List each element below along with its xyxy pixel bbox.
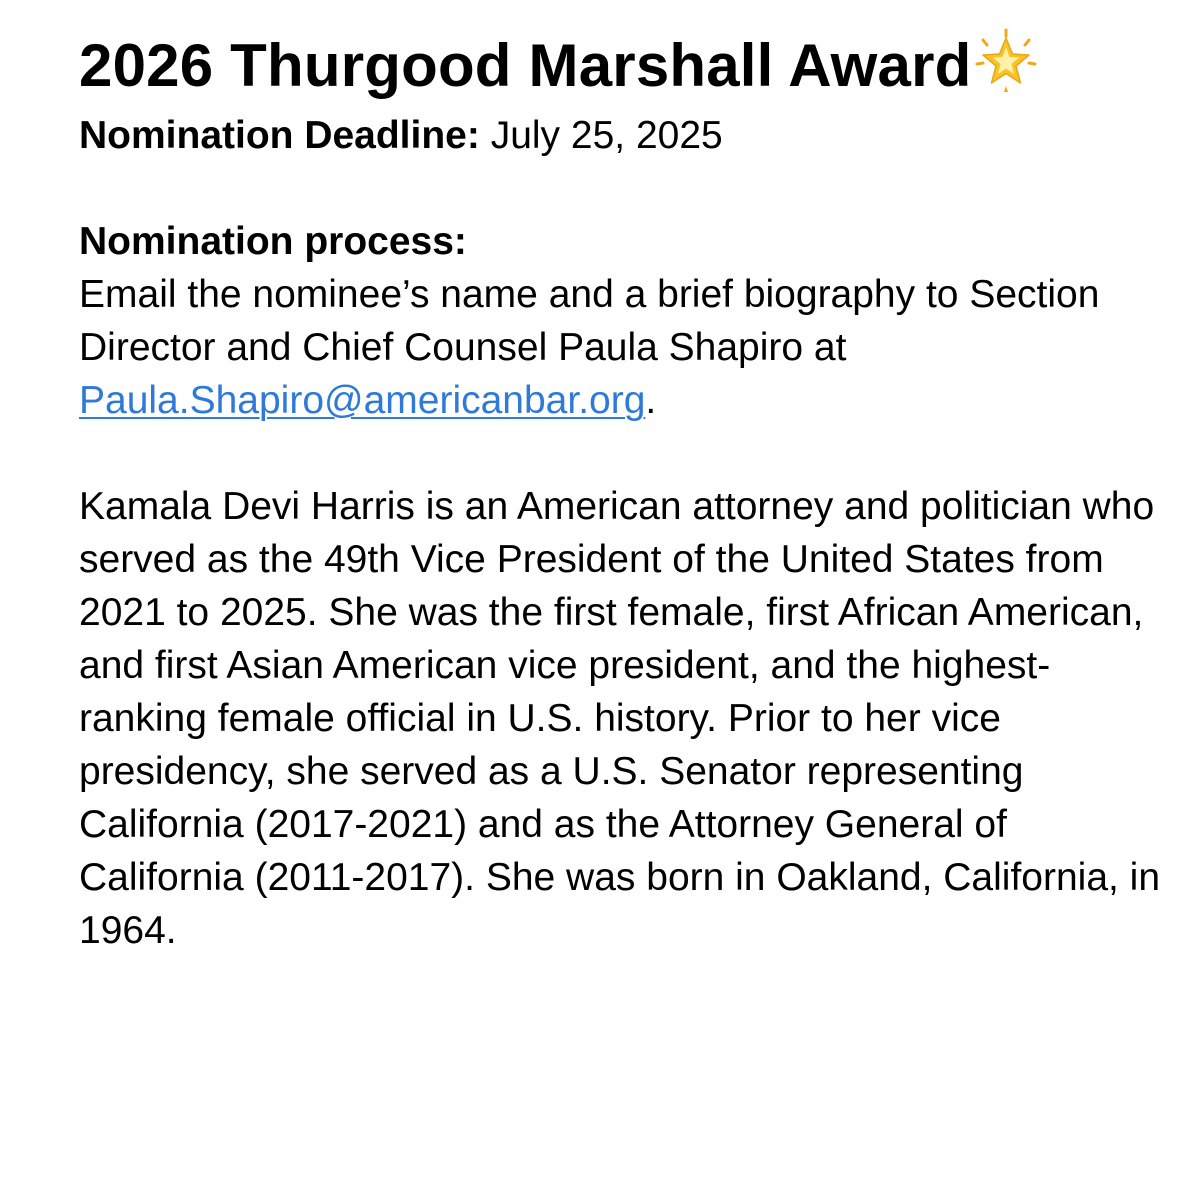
email-link[interactable]: Paula.Shapiro@americanbar.org (79, 379, 646, 422)
page-title (79, 28, 1169, 101)
deadline-label: Nomination Deadline: (79, 114, 480, 157)
title-text: 2026 Thurgood Marshall Award (79, 32, 972, 99)
glowing-star-icon (973, 28, 1039, 94)
process-text-after: . (645, 379, 657, 422)
document (79, 28, 1169, 957)
nomination-process-text (79, 268, 1169, 427)
spacer (79, 162, 1169, 215)
spacer (79, 427, 1169, 480)
process-text-before: Email the nominee’s name and a brief biography to Section Director and Chief Counsel Paula Shapiro at (79, 273, 1100, 369)
nomination-process-heading: Nomination process: (79, 220, 467, 263)
nominee-biography: Kamala Devi Harris is an American attorney and politician who served as the 49th Vice President of the United States from 2021 to 2025. She was the first female, first African American, and first Asian American vice president, and the highest-ranking female official in U.S. history. Prior to her vice presidency, she served as a U.S. Senator representing California (2017-2021) and as the Attorney General of California (2011-2017). She was born in Oakland, California, in 1964. (79, 485, 1161, 952)
nomination-deadline (79, 109, 1169, 162)
deadline-value: July 25, 2025 (490, 114, 723, 157)
